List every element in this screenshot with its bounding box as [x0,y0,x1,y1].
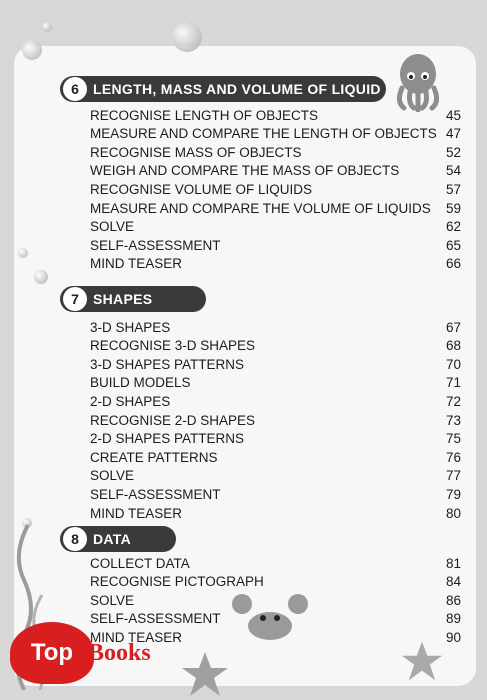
bubble-icon [18,248,28,258]
toc-entry [90,218,461,236]
toc-entry-label: 3-D SHAPES [90,319,171,335]
toc-entry-page: 90 [445,629,461,645]
toc-entry [90,255,461,273]
section-header-8 [60,526,176,552]
toc-entry-label: WEIGH AND COMPARE THE MASS OF OBJECTS [90,163,400,179]
toc-entry [90,411,461,429]
toc-entry-page: 80 [445,505,461,521]
toc-entry [90,337,461,355]
toc-entry-page: 47 [445,126,461,142]
toc-entry [90,485,461,503]
section-header-6 [60,76,386,102]
toc-entry-page: 86 [445,592,461,608]
toc-entry-page: 59 [445,200,461,216]
toc-entry [90,355,461,373]
toc-entry-page: 54 [445,163,461,179]
toc-entry-page: 76 [445,449,461,465]
toc-entry-page: 67 [445,319,461,335]
toc-entry [90,573,461,591]
toc-entry [90,236,461,254]
bubble-icon [172,22,202,52]
toc-entry [90,106,461,124]
toc-entry-label: SOLVE [90,592,135,608]
toc-entry-label: RECOGNISE LENGTH OF OBJECTS [90,107,319,123]
toc-entry [90,162,461,180]
logo-badge: Top [10,622,94,684]
toc-entry-label: RECOGNISE VOLUME OF LIQUIDS [90,181,313,197]
toc-entry-label: MIND TEASER [90,629,183,645]
toc-entry-label: 2-D SHAPES [90,393,171,409]
toc-entry-page: 72 [445,393,461,409]
toc-entry-page: 89 [445,611,461,627]
bubble-icon [34,270,48,284]
toc-entry-label: CREATE PATTERNS [90,449,218,465]
toc-entry-page: 65 [445,237,461,253]
toc-entry-label: SELF-ASSESSMENT [90,486,221,502]
section-title: DATA [93,531,132,547]
toc-entry-label: RECOGNISE PICTOGRAPH [90,574,264,590]
bubble-icon [42,22,52,32]
section-number: 7 [63,287,87,311]
toc-entry [90,199,461,217]
toc-entry-page: 79 [445,486,461,502]
toc-entry-label: RECOGNISE MASS OF OBJECTS [90,144,302,160]
toc-entry-label: SELF-ASSESSMENT [90,237,221,253]
toc-entry-label: 2-D SHAPES PATTERNS [90,431,245,447]
section-title: SHAPES [93,291,153,307]
toc-entry [90,125,461,143]
toc-entry-label: MEASURE AND COMPARE THE LENGTH OF OBJECTS [90,126,437,142]
section-number: 6 [63,77,87,101]
topbooks-logo [0,612,200,682]
toc-entry [90,318,461,336]
toc-entry-page: 84 [445,574,461,590]
toc-entry-label: SOLVE [90,219,135,235]
octopus-icon [390,52,446,112]
toc-entry-label: MEASURE AND COMPARE THE VOLUME OF LIQUIDS [90,200,431,216]
toc-entry-page: 81 [445,555,461,571]
toc-entry-label: COLLECT DATA [90,555,190,571]
toc-entry [90,392,461,410]
toc-entry [90,430,461,448]
toc-entry-page: 68 [445,338,461,354]
toc-entry-page: 62 [445,219,461,235]
toc-entry [90,504,461,522]
toc-entry-label: SOLVE [90,468,135,484]
toc-entry-page: 57 [445,181,461,197]
toc-entry-label: MIND TEASER [90,256,183,272]
toc-entry [90,591,461,609]
bubble-icon [22,40,42,60]
toc-entry-page: 73 [445,412,461,428]
toc-entry-label: MIND TEASER [90,505,183,521]
toc-entry-page: 71 [445,375,461,391]
toc-entry-page: 75 [445,431,461,447]
toc-entry-label: 3-D SHAPES PATTERNS [90,356,245,372]
toc-entry [90,374,461,392]
toc-entry [90,143,461,161]
toc-entry-page: 66 [445,256,461,272]
toc-entry-label: RECOGNISE 2-D SHAPES [90,412,256,428]
toc-entry [90,180,461,198]
toc-entry [90,448,461,466]
toc-entry-page: 70 [445,356,461,372]
toc-entry-page: 52 [445,144,461,160]
toc-entry-page: 77 [445,468,461,484]
toc-entry-label: BUILD MODELS [90,375,191,391]
logo-text: Books [88,640,151,666]
toc-entry [90,554,461,572]
section-title: LENGTH, MASS AND VOLUME OF LIQUID [93,81,381,97]
toc-entry-page: 45 [445,107,461,123]
section-header-7 [60,286,206,312]
toc-entry-label: SELF-ASSESSMENT [90,611,221,627]
toc-entry [90,467,461,485]
toc-entry-label: RECOGNISE 3-D SHAPES [90,338,256,354]
section-number: 8 [63,527,87,551]
